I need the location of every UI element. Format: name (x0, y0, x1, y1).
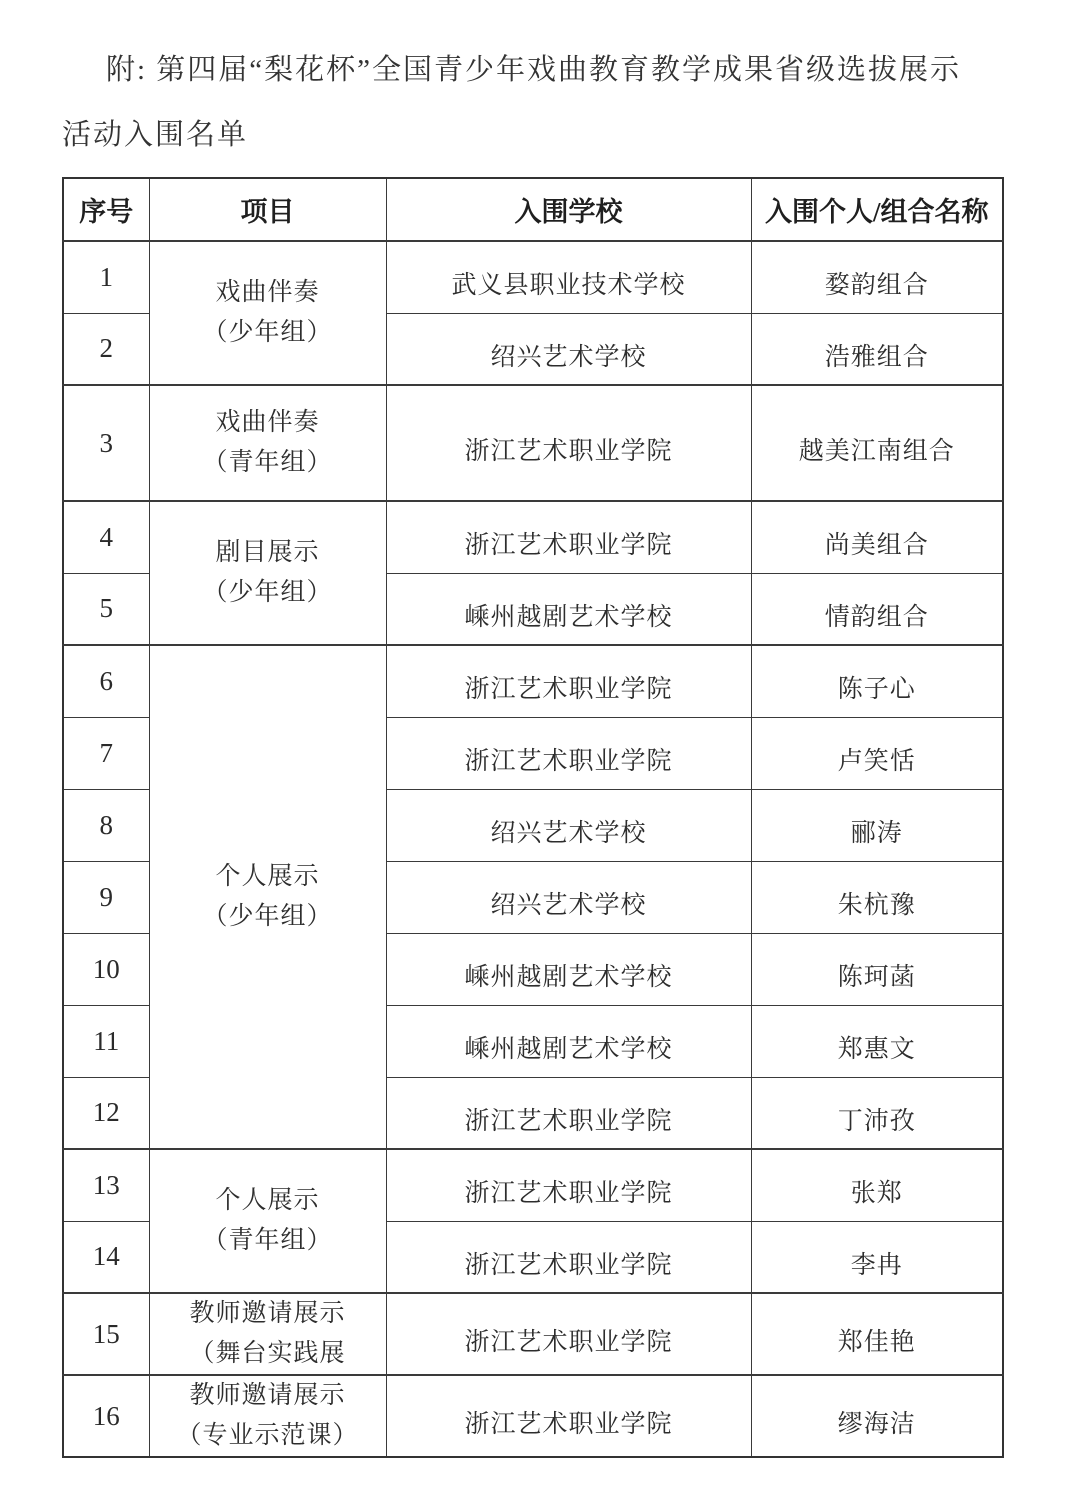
serial-cell: 7 (63, 717, 149, 789)
table-row (63, 645, 1003, 717)
project-line-2: （专业示范课） (176, 1422, 359, 1449)
school-cell: 浙江艺术职业学院 (386, 1149, 751, 1221)
school-cell: 浙江艺术职业学院 (386, 1221, 751, 1293)
serial-cell: 16 (63, 1375, 149, 1457)
table-row (63, 501, 1003, 573)
name-cell: 张郑 (751, 1149, 1003, 1221)
serial-cell: 8 (63, 789, 149, 861)
name-cell: 婺韵组合 (751, 241, 1003, 313)
project-line-1: 教师邀请展示 (189, 1382, 346, 1409)
school-cell: 武义县职业技术学校 (386, 241, 751, 313)
project-cell (149, 1293, 386, 1375)
school-cell: 嵊州越剧艺术学校 (386, 1005, 751, 1077)
project-line-1: 个人展示 (215, 1187, 320, 1214)
table-row (63, 241, 1003, 313)
school-cell: 绍兴艺术学校 (386, 861, 751, 933)
name-cell: 郑佳艳 (751, 1293, 1003, 1375)
name-cell: 陈珂菡 (751, 933, 1003, 1005)
project-line-1: 个人展示 (215, 863, 320, 890)
serial-cell: 2 (63, 313, 149, 385)
project-cell (149, 385, 386, 501)
project-cell (149, 501, 386, 645)
name-cell: 郑惠文 (751, 1005, 1003, 1077)
name-cell: 浩雅组合 (751, 313, 1003, 385)
name-cell: 越美江南组合 (751, 385, 1003, 501)
table-row (63, 1293, 1003, 1375)
serial-cell: 14 (63, 1221, 149, 1293)
name-cell: 卢笑恬 (751, 717, 1003, 789)
name-cell: 尚美组合 (751, 501, 1003, 573)
project-line-1: 剧目展示 (215, 539, 320, 566)
header-school: 入围学校 (386, 178, 751, 241)
name-cell: 郦涛 (751, 789, 1003, 861)
project-line-1: 戏曲伴奏 (215, 279, 320, 306)
table-row (63, 1149, 1003, 1221)
serial-cell: 1 (63, 241, 149, 313)
project-line-2: （少年组） (202, 319, 333, 346)
name-cell: 陈子心 (751, 645, 1003, 717)
project-line-1: 教师邀请展示 (189, 1300, 346, 1327)
name-cell: 朱杭豫 (751, 861, 1003, 933)
name-cell: 李冉 (751, 1221, 1003, 1293)
serial-cell: 15 (63, 1293, 149, 1375)
project-line-2: （少年组） (202, 903, 333, 930)
school-cell: 绍兴艺术学校 (386, 313, 751, 385)
title-line-1: 附: 第四届“梨花杯”全国青少年戏曲教育教学成果省级选拔展示 (106, 54, 962, 86)
school-cell: 浙江艺术职业学院 (386, 385, 751, 501)
project-cell (149, 241, 386, 385)
name-cell: 丁沛孜 (751, 1077, 1003, 1149)
project-cell (149, 1149, 386, 1293)
serial-cell: 5 (63, 573, 149, 645)
serial-cell: 4 (63, 501, 149, 573)
project-line-2: （青年组） (202, 1227, 333, 1254)
serial-cell: 6 (63, 645, 149, 717)
table-row (63, 1375, 1003, 1457)
serial-cell: 13 (63, 1149, 149, 1221)
name-cell: 情韵组合 (751, 573, 1003, 645)
serial-cell: 11 (63, 1005, 149, 1077)
school-cell: 绍兴艺术学校 (386, 789, 751, 861)
serial-cell: 12 (63, 1077, 149, 1149)
document-title (62, 50, 1018, 155)
table-header-row (63, 178, 1003, 241)
school-cell: 浙江艺术职业学院 (386, 1375, 751, 1457)
project-cell (149, 1375, 386, 1457)
header-serial: 序号 (63, 178, 149, 241)
school-cell: 浙江艺术职业学院 (386, 1077, 751, 1149)
serial-cell: 10 (63, 933, 149, 1005)
project-line-2: （青年组） (202, 449, 333, 476)
table-row (63, 385, 1003, 501)
project-cell (149, 645, 386, 1149)
school-cell: 嵊州越剧艺术学校 (386, 573, 751, 645)
school-cell: 嵊州越剧艺术学校 (386, 933, 751, 1005)
title-line-2: 活动入围名单 (62, 119, 249, 151)
serial-cell: 3 (63, 385, 149, 501)
school-cell: 浙江艺术职业学院 (386, 645, 751, 717)
project-line-2: （少年组） (202, 579, 333, 606)
finalist-table (62, 177, 1004, 1458)
name-cell: 缪海洁 (751, 1375, 1003, 1457)
header-project: 项目 (149, 178, 386, 241)
project-line-1: 戏曲伴奏 (215, 409, 320, 436)
header-name: 入围个人/组合名称 (751, 178, 1003, 241)
serial-cell: 9 (63, 861, 149, 933)
school-cell: 浙江艺术职业学院 (386, 501, 751, 573)
school-cell: 浙江艺术职业学院 (386, 1293, 751, 1375)
project-line-2: （舞台实践展 (189, 1340, 346, 1367)
school-cell: 浙江艺术职业学院 (386, 717, 751, 789)
